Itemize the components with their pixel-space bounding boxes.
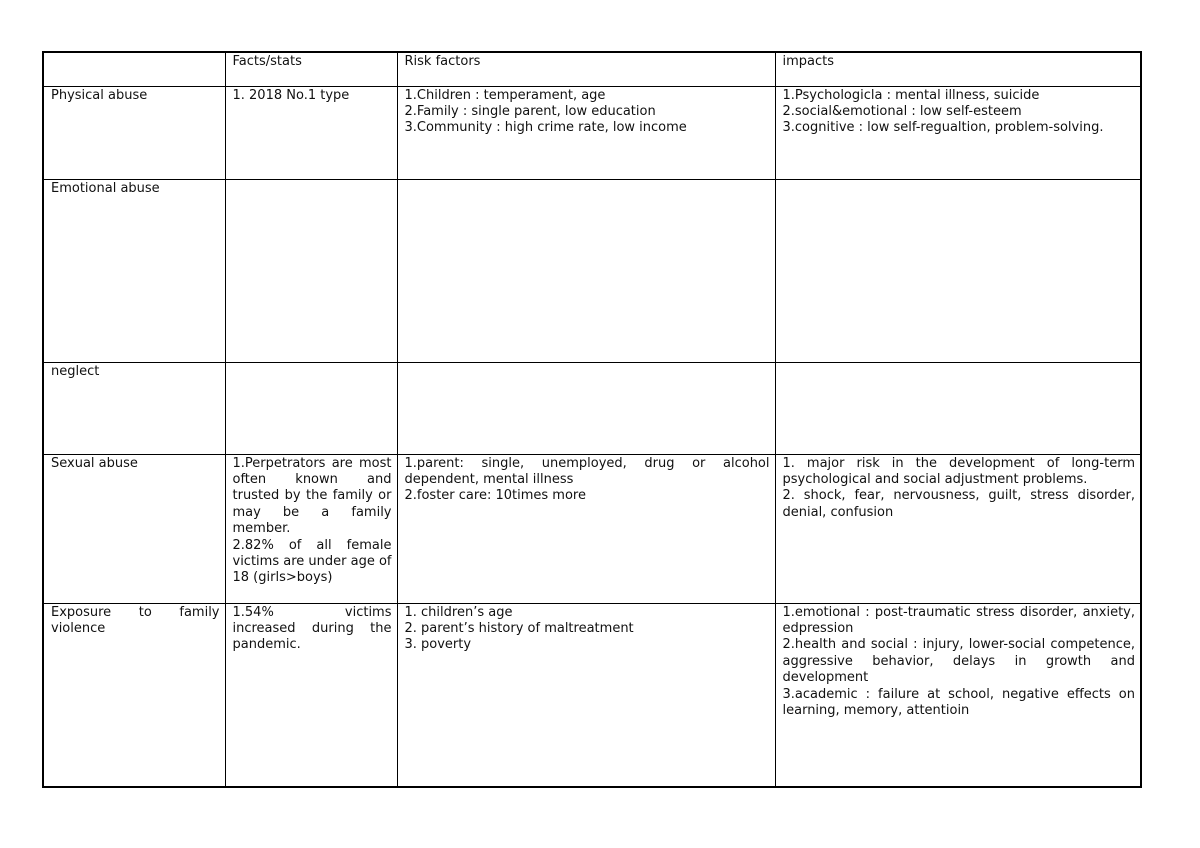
impacts-cell — [775, 603, 1141, 787]
table-row — [43, 86, 1141, 179]
facts-line: 1. 2018 No.1 type — [232, 87, 350, 103]
header-cell-impacts: impacts — [775, 52, 1141, 86]
impacts-cell — [775, 179, 1141, 362]
row-label: Emotional abuse — [43, 179, 225, 362]
header-cell-blank — [43, 52, 225, 86]
row-label: Sexual abuse — [43, 454, 225, 603]
facts-cell — [225, 454, 397, 603]
impact-line: 2.health and social : injury, lower-social competence, aggressive behavior, delays in growth and development — [782, 637, 1135, 686]
impacts-cell — [775, 362, 1141, 454]
facts-cell — [225, 86, 397, 179]
impact-line: 2. shock, fear, nervousness, guilt, stress disorder, denial, confusion — [782, 488, 1135, 520]
row-label: Physical abuse — [43, 86, 225, 179]
impact-line: 3.academic : failure at school, negative effects on learning, memory, attentioin — [782, 686, 1135, 718]
table-row — [43, 454, 1141, 603]
abuse-summary-table — [42, 51, 1142, 788]
facts-line: 1.Perpetrators are most often known and trusted by the family or may be a family member. — [232, 455, 392, 537]
risks-cell — [397, 603, 775, 787]
risk-line: 2.foster care: 10times more — [404, 488, 586, 504]
impact-line: 1.emotional : post-traumatic stress disorder, anxiety, edpression — [782, 604, 1135, 636]
risks-cell — [397, 362, 775, 454]
risk-line: 3. poverty — [404, 637, 472, 653]
table-row — [43, 603, 1141, 787]
header-cell-facts: Facts/stats — [225, 52, 397, 86]
facts-cell — [225, 362, 397, 454]
risks-cell — [397, 454, 775, 603]
impact-line: 3.cognitive : low self-regualtion, problem-solving. — [782, 120, 1104, 136]
table-row — [43, 362, 1141, 454]
table-row — [43, 179, 1141, 362]
facts-cell — [225, 603, 397, 787]
facts-cell — [225, 179, 397, 362]
impact-line: 2.social&emotional : low self-esteem — [782, 103, 1022, 119]
impact-line: 1. major risk in the development of long-term psychological and social adjustment problems. — [782, 455, 1135, 487]
header-cell-risks: Risk factors — [397, 52, 775, 86]
risk-line: 1. children’s age — [404, 604, 513, 620]
impact-line: 1.Psychologicla : mental illness, suicide — [782, 87, 1040, 103]
impacts-cell — [775, 86, 1141, 179]
impacts-cell — [775, 454, 1141, 603]
risk-line: 1.Children : temperament, age — [404, 87, 606, 103]
risks-cell — [397, 179, 775, 362]
facts-line: 1.54% victims increased during the pandemic. — [232, 604, 392, 653]
risk-line: 2.Family : single parent, low education — [404, 103, 656, 119]
header-row — [43, 52, 1141, 86]
facts-line: 2.82% of all female victims are under age of 18 (girls>boys) — [232, 537, 392, 586]
row-label: Exposure to family violence — [43, 603, 225, 787]
row-label: neglect — [43, 362, 225, 454]
risk-line: 2. parent’s history of maltreatment — [404, 620, 634, 636]
risk-line: 1.parent: single, unemployed, drug or alcohol dependent, mental illness — [404, 455, 770, 487]
risk-line: 3.Community : high crime rate, low income — [404, 120, 687, 136]
risks-cell — [397, 86, 775, 179]
